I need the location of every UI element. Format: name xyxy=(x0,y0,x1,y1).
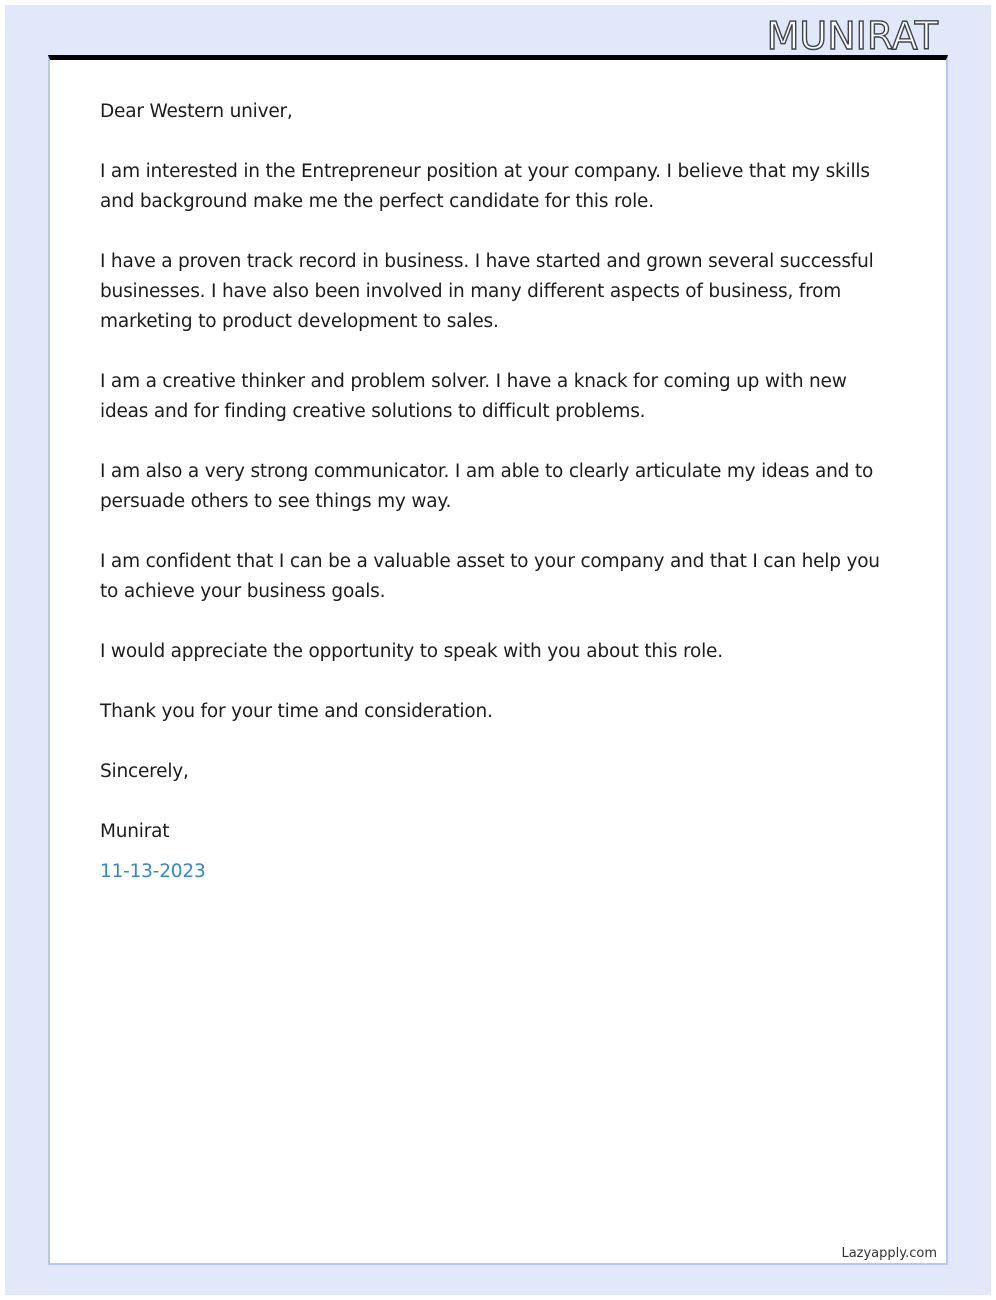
letter-paragraph: I have a proven track record in business. I have started and grown several successful businesses. I have also been involved in many different aspects of business, from marketing to product development to sales. xyxy=(100,251,874,332)
letter-signature: Munirat xyxy=(100,821,170,842)
letter-paragraph: I am a creative thinker and problem solver. I have a knack for coming up with new ideas and for finding creative solutions to difficult problems. xyxy=(100,371,847,422)
letter-closing: Sincerely, xyxy=(100,761,189,782)
letter-paragraph: I am interested in the Entrepreneur position at your company. I believe that my skills and background make me the perfect candidate for this role. xyxy=(100,161,870,212)
footer-watermark: Lazyapply.com xyxy=(841,1246,937,1261)
letter-paragraph: I would appreciate the opportunity to speak with you about this role. xyxy=(100,641,723,662)
letter-paragraph: I am confident that I can be a valuable asset to your company and that I can help you to achieve your business goals. xyxy=(100,551,880,602)
letter-greeting: Dear Western univer, xyxy=(100,101,293,122)
header-name: MUNIRAT xyxy=(766,14,938,58)
letter-paragraph: I am also a very strong communicator. I am able to clearly articulate my ideas and to persuade others to see things my way. xyxy=(100,461,874,512)
letter-paragraph: Thank you for your time and consideration. xyxy=(100,701,493,722)
letter-date: 11-13-2023 xyxy=(100,861,206,882)
letter-body xyxy=(100,97,900,887)
